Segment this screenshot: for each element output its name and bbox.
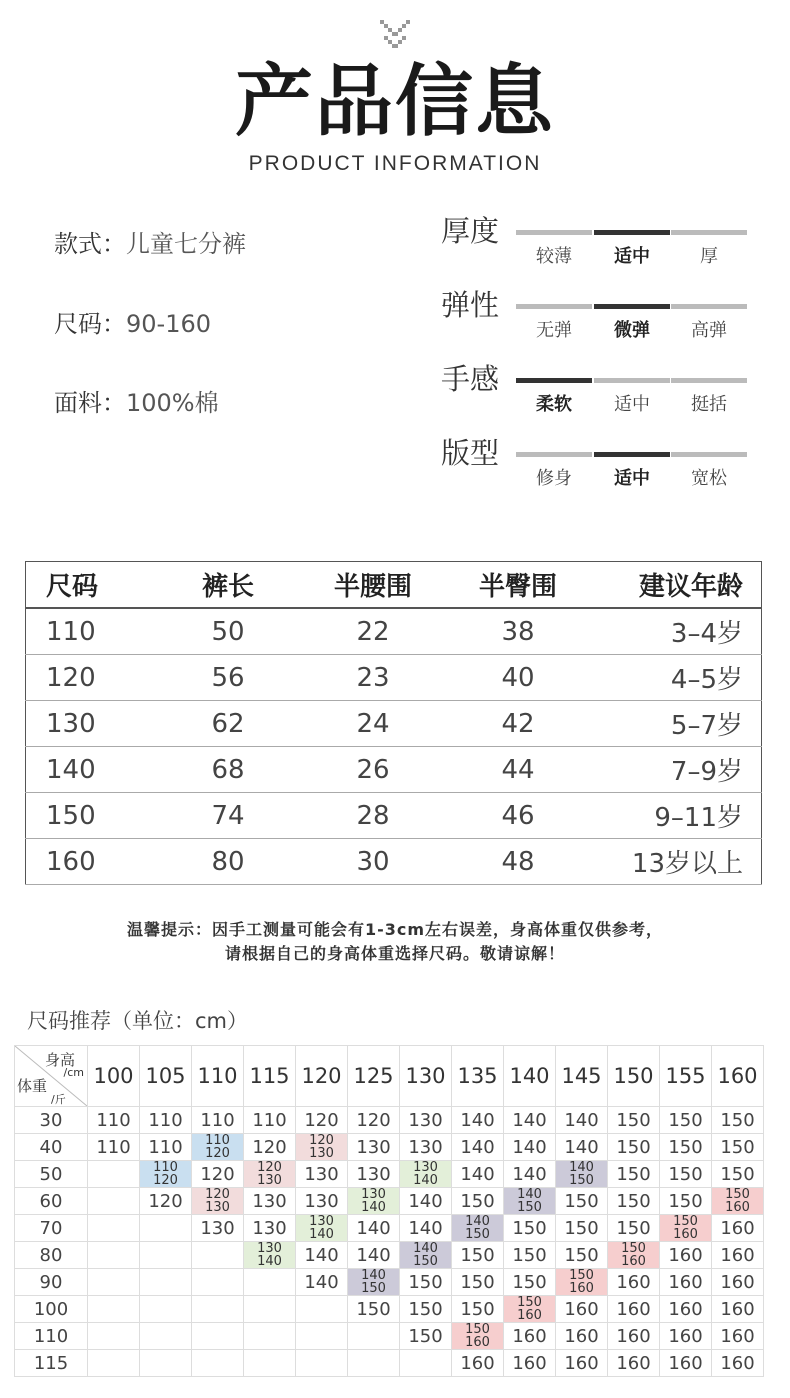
grid-cell: 110	[140, 1134, 192, 1161]
grid-cell	[88, 1269, 140, 1296]
grid-cell: 140	[504, 1107, 556, 1134]
dual-size-label: 150 160	[725, 1187, 750, 1215]
grid-cell	[88, 1188, 140, 1215]
grid-cell: 160	[712, 1350, 764, 1377]
dual-size-label: 120 130	[205, 1187, 230, 1215]
spec-value: 90-160	[126, 310, 212, 338]
grid-cell	[244, 1350, 296, 1377]
scale-bar-segment	[516, 378, 592, 383]
grid-cell: 130	[244, 1188, 296, 1215]
grid-row	[15, 1161, 764, 1188]
scale-option: 适中	[614, 468, 650, 489]
grid-row	[15, 1242, 764, 1269]
dual-size-label: 140 150	[465, 1214, 490, 1242]
grid-cell: 140	[452, 1161, 504, 1188]
grid-cell	[348, 1323, 400, 1350]
grid-cell	[244, 1269, 296, 1296]
grid-cell	[192, 1269, 244, 1296]
height-header-cell: 120	[296, 1046, 348, 1107]
height-header-cell: 140	[504, 1046, 556, 1107]
table-row	[26, 793, 762, 839]
grid-cell	[244, 1296, 296, 1323]
height-header-cell: 160	[712, 1046, 764, 1107]
scale-label: 厚度	[441, 214, 500, 248]
grid-cell	[400, 1242, 452, 1269]
grid-cell	[660, 1215, 712, 1242]
col-header-waist: 半腰围	[288, 562, 458, 609]
dual-size-label: 140 150	[413, 1241, 438, 1269]
grid-row	[15, 1134, 764, 1161]
tip-line-2: 请根据自己的身高体重选择尺码。敬请谅解！	[224, 944, 565, 963]
grid-cell: 150	[608, 1188, 660, 1215]
grid-cell: 160	[712, 1215, 764, 1242]
grid-cell: 150	[660, 1134, 712, 1161]
grid-cell	[608, 1242, 660, 1269]
grid-cell: 120	[348, 1107, 400, 1134]
grid-cell	[296, 1215, 348, 1242]
grid-cell: 110	[140, 1107, 192, 1134]
scale-bar-segment	[671, 378, 747, 383]
grid-cell	[88, 1242, 140, 1269]
dual-size-label: 130 140	[413, 1160, 438, 1188]
grid-cell	[452, 1323, 504, 1350]
weight-cell: 40	[15, 1134, 88, 1161]
size-recommend-grid	[14, 1045, 764, 1377]
dual-size-label: 150 160	[621, 1241, 646, 1269]
col-header-age: 建议年龄	[578, 562, 762, 609]
height-header-cell: 115	[244, 1046, 296, 1107]
table-cell: 22	[288, 608, 458, 655]
dual-size-label: 140 150	[569, 1160, 594, 1188]
scale-label: 版型	[441, 436, 500, 470]
table-cell: 160	[26, 839, 169, 885]
weight-cell: 110	[15, 1323, 88, 1350]
grid-cell	[192, 1242, 244, 1269]
grid-row	[15, 1107, 764, 1134]
grid-cell	[192, 1296, 244, 1323]
scale-bar-segment	[594, 304, 670, 309]
grid-cell	[296, 1350, 348, 1377]
grid-cell	[140, 1350, 192, 1377]
table-row	[26, 701, 762, 747]
grid-cell: 150	[608, 1161, 660, 1188]
table-cell: 40	[458, 655, 578, 701]
grid-cell: 130	[244, 1215, 296, 1242]
table-cell: 80	[168, 839, 288, 885]
table-row	[26, 655, 762, 701]
spec-value: 100%棉	[126, 389, 219, 417]
table-cell: 74	[168, 793, 288, 839]
recommend-title: 尺码推荐（单位：cm）	[27, 1009, 249, 1033]
scale-bar-segment	[594, 378, 670, 383]
corner-weight-unit: /斤	[51, 1093, 66, 1106]
grid-cell	[556, 1269, 608, 1296]
grid-cell	[140, 1296, 192, 1323]
scale-bar-segment	[594, 230, 670, 235]
grid-cell: 130	[400, 1107, 452, 1134]
scale-option: 适中	[614, 246, 650, 267]
dual-size-label: 140 150	[361, 1268, 386, 1296]
dual-size-label: 120 130	[257, 1160, 282, 1188]
grid-row	[15, 1269, 764, 1296]
corner-weight-label: 体重	[17, 1077, 48, 1095]
grid-cell: 110	[192, 1107, 244, 1134]
grid-cell: 160	[608, 1296, 660, 1323]
dual-size-label: 140 150	[517, 1187, 542, 1215]
grid-cell	[192, 1323, 244, 1350]
grid-cell	[192, 1134, 244, 1161]
dual-size-label: 110 120	[153, 1160, 178, 1188]
corner-height-label: 身高	[44, 1051, 75, 1069]
table-cell: 13岁以上	[578, 839, 762, 885]
table-cell: 28	[288, 793, 458, 839]
grid-cell: 150	[504, 1242, 556, 1269]
grid-cell	[140, 1323, 192, 1350]
tip-line-1: 温馨提示：因手工测量可能会有1-3cm左右误差，身高体重仅供参考，	[126, 920, 664, 939]
grid-cell	[192, 1188, 244, 1215]
grid-cell	[504, 1296, 556, 1323]
weight-cell: 60	[15, 1188, 88, 1215]
table-cell: 26	[288, 747, 458, 793]
scale-bar-segment	[516, 230, 592, 235]
scale-label: 手感	[441, 362, 500, 396]
scale-bar-segment	[671, 304, 747, 309]
grid-cell: 130	[296, 1161, 348, 1188]
grid-cell	[400, 1161, 452, 1188]
grid-cell	[712, 1188, 764, 1215]
grid-cell: 160	[712, 1296, 764, 1323]
table-cell: 30	[288, 839, 458, 885]
grid-cell: 120	[140, 1188, 192, 1215]
grid-cell: 160	[660, 1269, 712, 1296]
grid-cell: 150	[712, 1134, 764, 1161]
grid-cell	[504, 1188, 556, 1215]
table-row	[26, 839, 762, 885]
scale-bar-segment	[594, 452, 670, 457]
grid-cell	[140, 1161, 192, 1188]
table-cell: 68	[168, 747, 288, 793]
grid-cell: 140	[452, 1107, 504, 1134]
grid-cell	[140, 1242, 192, 1269]
grid-cell: 160	[452, 1350, 504, 1377]
spec-label: 款式：	[54, 230, 126, 258]
grid-cell: 130	[400, 1134, 452, 1161]
grid-cell: 150	[556, 1188, 608, 1215]
table-cell: 62	[168, 701, 288, 747]
grid-cell	[296, 1296, 348, 1323]
grid-cell: 140	[296, 1269, 348, 1296]
scale-option: 厚	[700, 246, 718, 267]
weight-cell: 80	[15, 1242, 88, 1269]
height-header-cell: 130	[400, 1046, 452, 1107]
grid-row	[15, 1323, 764, 1350]
grid-cell: 150	[400, 1323, 452, 1350]
grid-cell: 120	[192, 1161, 244, 1188]
scale-option: 无弹	[536, 320, 572, 341]
grid-cell: 140	[504, 1161, 556, 1188]
table-cell: 44	[458, 747, 578, 793]
scale-option: 适中	[614, 394, 650, 415]
spec-fabric	[54, 383, 219, 418]
grid-header-row	[15, 1046, 764, 1107]
spec-value: 儿童七分裤	[126, 230, 246, 258]
grid-cell: 150	[660, 1188, 712, 1215]
table-cell: 3–4岁	[578, 608, 762, 655]
grid-cell: 140	[556, 1107, 608, 1134]
table-row	[26, 747, 762, 793]
grid-cell	[192, 1350, 244, 1377]
grid-cell: 160	[660, 1296, 712, 1323]
height-header-cell: 135	[452, 1046, 504, 1107]
grid-cell: 160	[712, 1269, 764, 1296]
table-cell: 130	[26, 701, 169, 747]
col-header-size: 尺码	[26, 562, 169, 609]
grid-cell: 150	[400, 1269, 452, 1296]
grid-cell: 160	[608, 1323, 660, 1350]
grid-cell: 160	[660, 1350, 712, 1377]
grid-cell: 160	[660, 1242, 712, 1269]
size-table	[25, 561, 762, 885]
spec-label: 尺码：	[54, 310, 126, 338]
table-cell: 5–7岁	[578, 701, 762, 747]
table-cell: 50	[168, 608, 288, 655]
grid-cell: 150	[660, 1107, 712, 1134]
corner-height-unit: /cm	[63, 1066, 84, 1079]
table-cell: 38	[458, 608, 578, 655]
weight-cell: 30	[15, 1107, 88, 1134]
table-cell: 42	[458, 701, 578, 747]
table-cell: 24	[288, 701, 458, 747]
weight-cell: 115	[15, 1350, 88, 1377]
grid-cell: 110	[88, 1134, 140, 1161]
spec-size	[54, 304, 211, 339]
grid-corner	[15, 1046, 88, 1107]
dual-size-label: 130 140	[257, 1241, 282, 1269]
height-header-cell: 110	[192, 1046, 244, 1107]
dual-size-label: 150 160	[517, 1295, 542, 1323]
grid-cell	[88, 1215, 140, 1242]
grid-cell: 150	[608, 1107, 660, 1134]
grid-cell: 150	[400, 1296, 452, 1323]
height-header-cell: 105	[140, 1046, 192, 1107]
col-header-hip: 半臀围	[458, 562, 578, 609]
table-row	[26, 608, 762, 655]
grid-cell: 150	[452, 1296, 504, 1323]
grid-cell: 130	[296, 1188, 348, 1215]
weight-cell: 100	[15, 1296, 88, 1323]
grid-cell	[88, 1161, 140, 1188]
grid-cell: 140	[400, 1188, 452, 1215]
height-header-cell: 125	[348, 1046, 400, 1107]
table-cell: 9–11岁	[578, 793, 762, 839]
grid-cell: 160	[712, 1242, 764, 1269]
grid-cell: 140	[504, 1134, 556, 1161]
col-header-length: 裤长	[168, 562, 288, 609]
grid-cell: 150	[452, 1188, 504, 1215]
scale-bar-segment	[671, 452, 747, 457]
grid-cell	[88, 1350, 140, 1377]
grid-cell: 150	[712, 1161, 764, 1188]
dual-size-label: 150 160	[673, 1214, 698, 1242]
grid-cell: 130	[192, 1215, 244, 1242]
dual-size-label: 110 120	[205, 1133, 230, 1161]
scale-option: 修身	[536, 468, 572, 489]
grid-cell: 140	[400, 1215, 452, 1242]
grid-cell	[556, 1161, 608, 1188]
grid-cell	[348, 1269, 400, 1296]
height-header-cell: 100	[88, 1046, 140, 1107]
grid-cell: 140	[348, 1242, 400, 1269]
grid-cell: 160	[660, 1323, 712, 1350]
table-cell: 48	[458, 839, 578, 885]
scale-option: 高弹	[691, 320, 727, 341]
scale-bar-segment	[671, 230, 747, 235]
scale-bar-segment	[516, 304, 592, 309]
dual-size-label: 120 130	[309, 1133, 334, 1161]
grid-row	[15, 1215, 764, 1242]
grid-cell: 130	[348, 1134, 400, 1161]
grid-cell	[348, 1350, 400, 1377]
grid-cell	[140, 1215, 192, 1242]
dual-size-label: 150 160	[569, 1268, 594, 1296]
grid-cell: 150	[660, 1161, 712, 1188]
grid-cell: 140	[296, 1242, 348, 1269]
scale-bar-segment	[516, 452, 592, 457]
grid-cell: 120	[244, 1134, 296, 1161]
scale-option: 微弹	[614, 320, 650, 341]
grid-cell: 160	[608, 1350, 660, 1377]
table-cell: 150	[26, 793, 169, 839]
weight-cell: 50	[15, 1161, 88, 1188]
weight-cell: 70	[15, 1215, 88, 1242]
dual-size-label: 130 140	[309, 1214, 334, 1242]
grid-cell	[244, 1323, 296, 1350]
page-subtitle: PRODUCT INFORMATION	[248, 152, 542, 175]
grid-cell: 150	[504, 1269, 556, 1296]
table-header-row	[26, 562, 762, 609]
grid-cell: 120	[296, 1107, 348, 1134]
grid-row	[15, 1350, 764, 1377]
page-title: 产品信息	[234, 57, 555, 147]
grid-cell: 150	[504, 1215, 556, 1242]
grid-cell	[88, 1296, 140, 1323]
scale-option: 宽松	[691, 468, 727, 489]
grid-cell	[140, 1269, 192, 1296]
height-header-cell: 150	[608, 1046, 660, 1107]
grid-row	[15, 1296, 764, 1323]
table-cell: 7–9岁	[578, 747, 762, 793]
grid-cell: 140	[348, 1215, 400, 1242]
height-header-cell: 155	[660, 1046, 712, 1107]
table-cell: 56	[168, 655, 288, 701]
grid-cell: 160	[504, 1350, 556, 1377]
grid-row	[15, 1188, 764, 1215]
table-cell: 120	[26, 655, 169, 701]
grid-cell	[452, 1215, 504, 1242]
grid-cell: 150	[452, 1269, 504, 1296]
grid-cell: 150	[556, 1242, 608, 1269]
height-header-cell: 145	[556, 1046, 608, 1107]
grid-cell: 150	[608, 1134, 660, 1161]
table-cell: 46	[458, 793, 578, 839]
grid-cell: 150	[556, 1215, 608, 1242]
grid-cell: 110	[88, 1107, 140, 1134]
grid-cell: 150	[348, 1296, 400, 1323]
grid-cell: 160	[556, 1323, 608, 1350]
grid-cell: 150	[712, 1107, 764, 1134]
grid-cell: 140	[556, 1134, 608, 1161]
grid-cell: 140	[452, 1134, 504, 1161]
grid-cell	[296, 1323, 348, 1350]
grid-cell: 160	[504, 1323, 556, 1350]
scale-label: 弹性	[441, 288, 500, 322]
grid-cell: 160	[556, 1296, 608, 1323]
spec-label: 面料：	[54, 389, 126, 417]
grid-cell	[244, 1242, 296, 1269]
dual-size-label: 150 160	[465, 1322, 490, 1350]
grid-cell: 130	[348, 1161, 400, 1188]
grid-cell: 160	[608, 1269, 660, 1296]
table-cell: 23	[288, 655, 458, 701]
scale-option: 柔软	[536, 394, 572, 415]
grid-cell: 160	[556, 1350, 608, 1377]
grid-cell: 110	[244, 1107, 296, 1134]
grid-cell	[88, 1323, 140, 1350]
grid-cell	[296, 1134, 348, 1161]
table-cell: 110	[26, 608, 169, 655]
table-cell: 140	[26, 747, 169, 793]
grid-cell: 150	[452, 1242, 504, 1269]
dual-size-label: 130 140	[361, 1187, 386, 1215]
grid-cell: 160	[712, 1323, 764, 1350]
grid-cell	[348, 1188, 400, 1215]
grid-cell: 150	[608, 1215, 660, 1242]
grid-cell	[244, 1161, 296, 1188]
scale-option: 挺括	[691, 394, 727, 415]
weight-cell: 90	[15, 1269, 88, 1296]
scale-option: 较薄	[536, 246, 572, 267]
spec-style	[54, 224, 246, 259]
table-cell: 4–5岁	[578, 655, 762, 701]
grid-cell	[400, 1350, 452, 1377]
